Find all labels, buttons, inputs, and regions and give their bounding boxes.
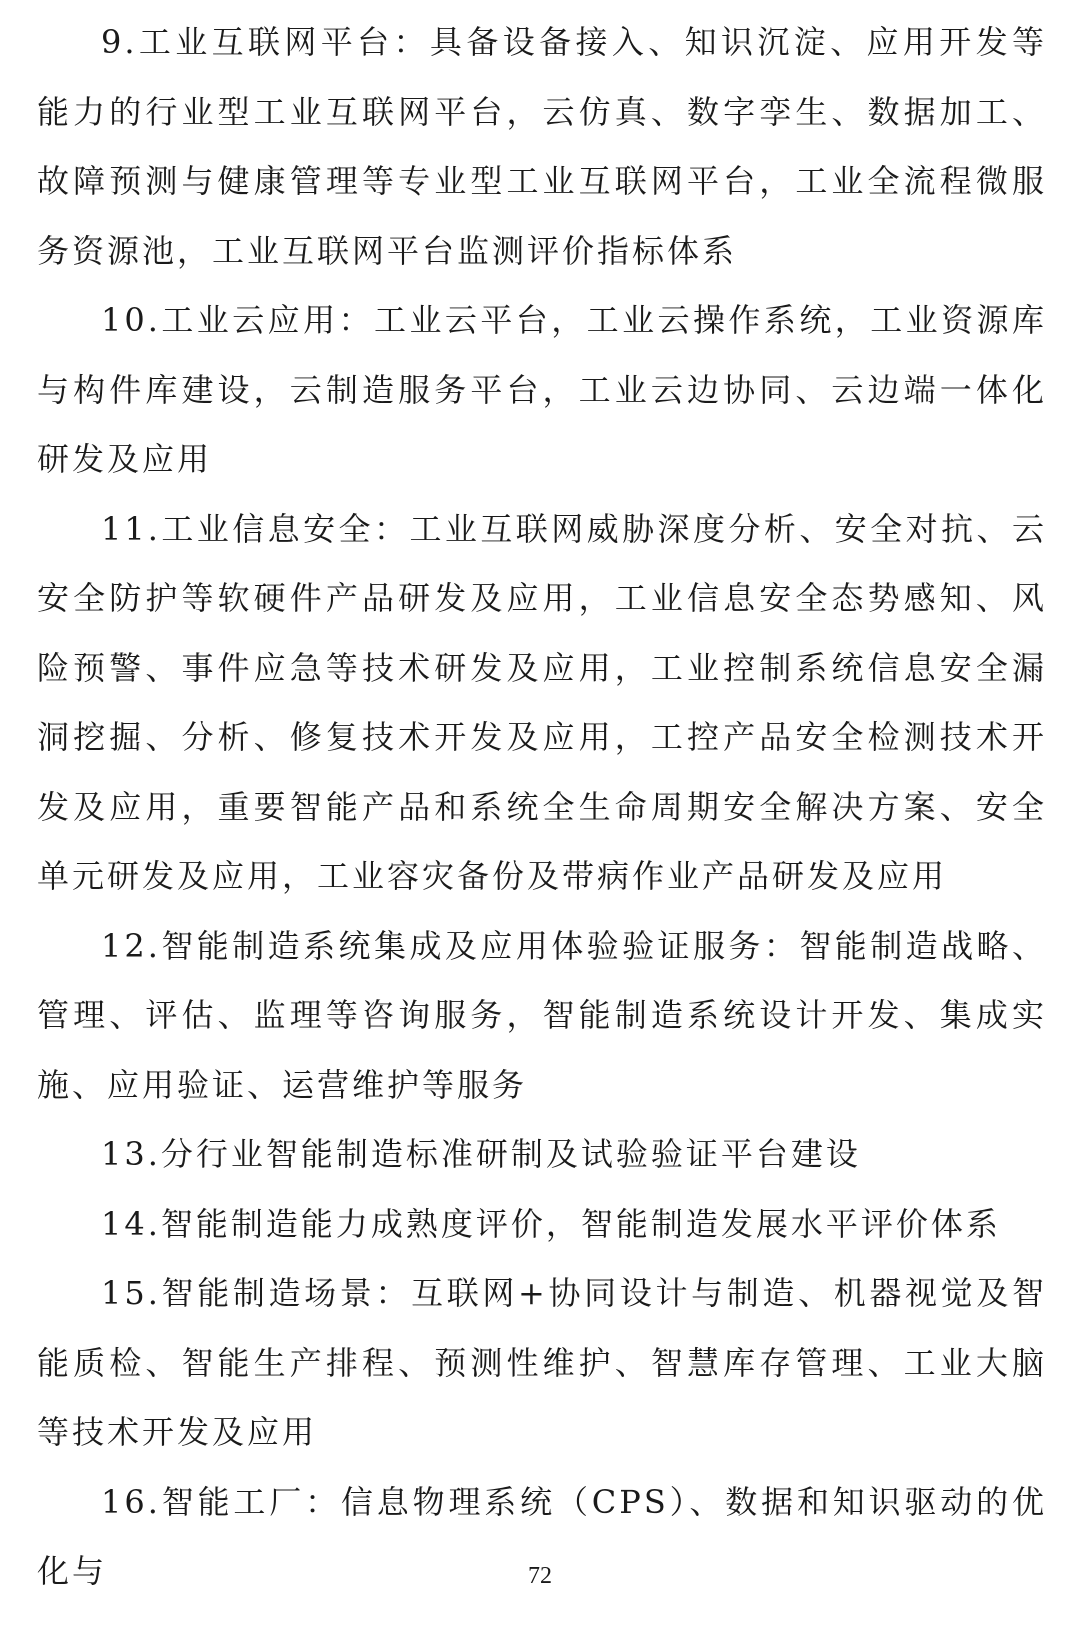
document-body xyxy=(37,8,1047,1607)
paragraph-item-11: 11.工业信息安全：工业互联网威胁深度分析、安全对抗、云安全防护等软硬件产品研发及应用，工业信息安全态势感知、风险预警、事件应急等技术研发及应用，工业控制系统信息安全漏洞挖掘、分析、修复技术开发及应用，工控产品安全检测技术开发及应用，重要智能产品和系统全生命周期安全解决方案、安全单元研发及应用，工业容灾备份及带病作业产品研发及应用 xyxy=(37,509,1047,895)
paragraph-item-10: 10.工业云应用：工业云平台，工业云操作系统，工业资源库与构件库建设，云制造服务平台，工业云边协同、云边端一体化研发及应用 xyxy=(37,301,1047,478)
paragraph-item-12: 12.智能制造系统集成及应用体验验证服务：智能制造战略、管理、评估、监理等咨询服务，智能制造系统设计开发、集成实施、应用验证、运营维护等服务 xyxy=(37,926,1047,1104)
paragraph-item-16: 16.智能工厂：信息物理系统（CPS）、数据和知识驱动的优化与 xyxy=(37,1482,1047,1590)
paragraph-item-15: 15.智能制造场景：互联网+协同设计与制造、机器视觉及智能质检、智能生产排程、预测性维护、智慧库存管理、工业大脑等技术开发及应用 xyxy=(37,1274,1047,1451)
paragraph-item-14: 14.智能制造能力成熟度评价，智能制造发展水平评价体系 xyxy=(101,1204,1001,1243)
paragraph-item-9: 9.工业互联网平台：具备设备接入、知识沉淀、应用开发等能力的行业型工业互联网平台，云仿真、数字孪生、数据加工、故障预测与健康管理等专业型工业互联网平台，工业全流程微服务资源池，工业互联网平台监测评价指标体系 xyxy=(37,23,1047,270)
paragraph-item-13: 13.分行业智能制造标准研制及试验验证平台建设 xyxy=(101,1135,861,1173)
page-number: 72 xyxy=(528,1563,552,1589)
